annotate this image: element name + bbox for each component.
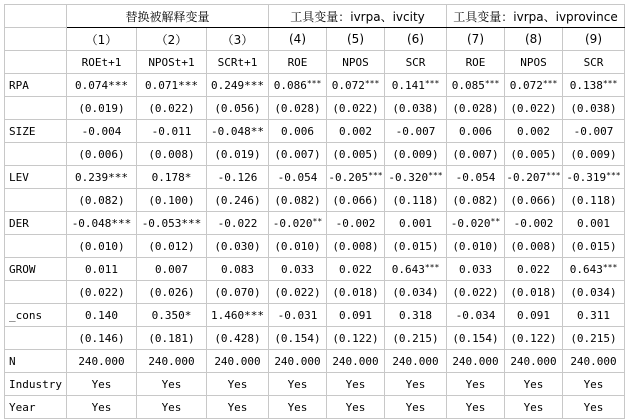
group-header-iv-province: 工具变量：ivrpa、ivprovince	[447, 5, 625, 28]
row-label: Industry	[5, 373, 67, 396]
coef-cell	[269, 166, 327, 189]
footer-cell: Yes	[269, 373, 327, 396]
se-cell: (0.154)	[269, 327, 327, 350]
group-header-replace-dependent: 替换被解释变量	[67, 5, 269, 28]
coef-value: 0.141	[391, 78, 425, 92]
se-cell: (0.018)	[327, 281, 385, 304]
footer-cell: Yes	[505, 396, 563, 419]
coef-cell	[269, 304, 327, 327]
coef-value: -0.007	[573, 124, 614, 138]
footer-row-year	[5, 396, 625, 419]
se-cell: (0.008)	[137, 143, 207, 166]
footer-cell: Yes	[67, 373, 137, 396]
row-label-empty	[5, 143, 67, 166]
se-cell: (0.007)	[269, 143, 327, 166]
row-label-empty	[5, 189, 67, 212]
coef-value: 0.072	[509, 78, 543, 92]
coef-cell	[505, 304, 563, 327]
coef-value: 0.085	[451, 78, 485, 92]
coef-cell	[447, 74, 505, 97]
se-cell: (0.010)	[447, 235, 505, 258]
se-cell: (0.030)	[207, 235, 269, 258]
column-number-1: （1）	[67, 28, 137, 51]
coef-cell	[137, 120, 207, 143]
coef-value: 0.074***	[75, 78, 128, 92]
coef-value: -0.011	[151, 124, 192, 138]
footer-cell: Yes	[327, 396, 385, 419]
se-cell: (0.056)	[207, 97, 269, 120]
column-name-2: NPOSt+1	[137, 51, 207, 74]
coef-cell	[447, 304, 505, 327]
coef-value: 0.006	[280, 124, 315, 138]
coef-value: 1.460***	[211, 308, 264, 322]
coef-cell	[67, 120, 137, 143]
coef-value: -0.126	[217, 170, 258, 184]
coef-value: 0.178*	[151, 170, 192, 184]
se-cell: (0.007)	[447, 143, 505, 166]
coef-value: -0.205	[328, 170, 369, 184]
coef-value: -0.320	[388, 170, 429, 184]
footer-cell: 240.000	[385, 350, 447, 373]
coef-cell	[327, 212, 385, 235]
coef-cell	[385, 120, 447, 143]
coef-cell	[137, 74, 207, 97]
column-name-4: ROE	[269, 51, 327, 74]
coef-cell	[269, 258, 327, 281]
coef-cell	[385, 74, 447, 97]
row-label: RPA	[5, 74, 67, 97]
se-cell: (0.246)	[207, 189, 269, 212]
coef-value: -0.004	[81, 124, 122, 138]
significance-stars: ***	[542, 78, 558, 88]
coef-cell	[563, 74, 625, 97]
coef-value: 0.001	[398, 216, 433, 230]
regression-table	[4, 4, 625, 419]
se-cell: (0.022)	[269, 281, 327, 304]
coef-row-size	[5, 120, 625, 143]
coef-cell	[385, 212, 447, 235]
footer-cell: Yes	[563, 396, 625, 419]
coef-cell	[327, 74, 385, 97]
footer-cell: Yes	[385, 396, 447, 419]
footer-cell: Yes	[207, 373, 269, 396]
coef-cell	[447, 258, 505, 281]
footer-cell: 240.000	[505, 350, 563, 373]
coef-cell	[137, 258, 207, 281]
se-cell: (0.005)	[505, 143, 563, 166]
coef-cell	[207, 120, 269, 143]
footer-cell: Yes	[207, 396, 269, 419]
coef-cell	[67, 212, 137, 235]
row-label-empty	[5, 327, 67, 350]
coef-cell	[207, 258, 269, 281]
coef-value: 0.071***	[145, 78, 198, 92]
coef-value: 0.249***	[211, 78, 264, 92]
column-name-8: NPOS	[505, 51, 563, 74]
coef-row-cons	[5, 304, 625, 327]
row-label-empty	[5, 235, 67, 258]
coef-cell	[505, 74, 563, 97]
se-cell: (0.008)	[327, 235, 385, 258]
coef-value: -0.053***	[141, 216, 202, 230]
se-cell: (0.034)	[385, 281, 447, 304]
coef-row-lev	[5, 166, 625, 189]
footer-cell: Yes	[137, 396, 207, 419]
row-label: DER	[5, 212, 67, 235]
significance-stars: ***	[602, 262, 618, 272]
se-row	[5, 235, 625, 258]
coef-cell	[563, 166, 625, 189]
coef-cell	[327, 304, 385, 327]
se-cell: (0.215)	[563, 327, 625, 350]
se-cell: (0.009)	[385, 143, 447, 166]
coef-value: 0.091	[516, 308, 551, 322]
se-cell: (0.010)	[269, 235, 327, 258]
footer-cell: 240.000	[447, 350, 505, 373]
se-row	[5, 327, 625, 350]
coef-value: 0.001	[576, 216, 611, 230]
significance-stars: **	[312, 216, 323, 226]
se-cell: (0.122)	[505, 327, 563, 350]
se-cell: (0.038)	[563, 97, 625, 120]
footer-cell: Yes	[447, 373, 505, 396]
coef-cell	[447, 212, 505, 235]
coef-value: 0.318	[398, 308, 433, 322]
significance-stars: ***	[484, 78, 500, 88]
coef-row-der	[5, 212, 625, 235]
column-name-1: ROEt+1	[67, 51, 137, 74]
se-cell: (0.010)	[67, 235, 137, 258]
column-name-6: SCR	[385, 51, 447, 74]
coef-cell	[137, 166, 207, 189]
footer-cell: Yes	[385, 373, 447, 396]
coef-value: -0.207	[506, 170, 547, 184]
coef-cell	[385, 258, 447, 281]
coef-value: 0.138	[569, 78, 603, 92]
column-number-8: (8)	[505, 28, 563, 51]
coef-cell	[563, 120, 625, 143]
se-cell: (0.428)	[207, 327, 269, 350]
column-number-4: (4)	[269, 28, 327, 51]
footer-cell: Yes	[447, 396, 505, 419]
coef-value: 0.091	[338, 308, 373, 322]
column-number-3: （3）	[207, 28, 269, 51]
se-cell: (0.012)	[137, 235, 207, 258]
significance-stars: **	[490, 216, 501, 226]
se-cell: (0.146)	[67, 327, 137, 350]
se-row	[5, 281, 625, 304]
column-name-3: SCRt+1	[207, 51, 269, 74]
coef-cell	[269, 120, 327, 143]
coef-value: 0.643	[569, 262, 603, 276]
se-cell: (0.022)	[505, 97, 563, 120]
footer-row-industry	[5, 373, 625, 396]
se-cell: (0.181)	[137, 327, 207, 350]
coef-cell	[327, 258, 385, 281]
se-cell: (0.008)	[505, 235, 563, 258]
se-cell: (0.066)	[505, 189, 563, 212]
se-cell: (0.118)	[563, 189, 625, 212]
coef-value: 0.311	[576, 308, 611, 322]
coef-cell	[563, 212, 625, 235]
footer-cell: Yes	[563, 373, 625, 396]
se-cell: (0.015)	[563, 235, 625, 258]
coef-value: -0.031	[277, 308, 318, 322]
significance-stars: ***	[364, 78, 380, 88]
coef-cell	[327, 166, 385, 189]
footer-cell: Yes	[67, 396, 137, 419]
coef-value: -0.048**	[211, 124, 264, 138]
coef-cell	[207, 212, 269, 235]
row-label: LEV	[5, 166, 67, 189]
column-number-9: (9)	[563, 28, 625, 51]
footer-row-n	[5, 350, 625, 373]
coef-cell	[563, 258, 625, 281]
coef-value: 0.006	[458, 124, 493, 138]
coef-cell	[67, 166, 137, 189]
se-cell: (0.005)	[327, 143, 385, 166]
se-cell: (0.022)	[67, 281, 137, 304]
se-cell: (0.028)	[269, 97, 327, 120]
footer-cell: 240.000	[269, 350, 327, 373]
coef-value: 0.022	[338, 262, 373, 276]
coef-value: -0.020	[272, 216, 313, 230]
row-label: GROW	[5, 258, 67, 281]
column-number-5: (5)	[327, 28, 385, 51]
se-cell: (0.154)	[447, 327, 505, 350]
footer-cell: 240.000	[207, 350, 269, 373]
group-header-row	[5, 5, 625, 28]
se-cell: (0.100)	[137, 189, 207, 212]
se-cell: (0.019)	[67, 97, 137, 120]
se-row	[5, 143, 625, 166]
column-name-5: NPOS	[327, 51, 385, 74]
se-cell: (0.026)	[137, 281, 207, 304]
se-row	[5, 97, 625, 120]
coef-cell	[137, 304, 207, 327]
coef-cell	[447, 166, 505, 189]
coef-cell	[67, 258, 137, 281]
coef-cell	[269, 212, 327, 235]
se-cell: (0.070)	[207, 281, 269, 304]
footer-cell: Yes	[505, 373, 563, 396]
footer-cell: 240.000	[67, 350, 137, 373]
coef-value: 0.083	[220, 262, 255, 276]
coef-cell	[67, 74, 137, 97]
column-number-2: （2）	[137, 28, 207, 51]
coef-value: 0.350*	[151, 308, 192, 322]
column-name-7: ROE	[447, 51, 505, 74]
column-name-9: SCR	[563, 51, 625, 74]
corner-cell	[5, 5, 67, 28]
coef-value: 0.007	[154, 262, 189, 276]
coef-cell	[137, 212, 207, 235]
corner-cell	[5, 51, 67, 74]
column-number-7: (7)	[447, 28, 505, 51]
coef-value: 0.022	[516, 262, 551, 276]
significance-stars: ***	[428, 170, 443, 180]
se-cell: (0.022)	[327, 97, 385, 120]
row-label: _cons	[5, 304, 67, 327]
coef-value: -0.048***	[71, 216, 132, 230]
significance-stars: ***	[424, 262, 440, 272]
footer-cell: 240.000	[137, 350, 207, 373]
coef-value: -0.054	[277, 170, 318, 184]
coef-value: 0.140	[84, 308, 119, 322]
se-cell: (0.009)	[563, 143, 625, 166]
coef-cell	[207, 166, 269, 189]
footer-cell: 240.000	[563, 350, 625, 373]
table-body	[5, 5, 625, 419]
coef-value: -0.007	[395, 124, 436, 138]
se-cell: (0.022)	[447, 281, 505, 304]
footer-cell: 240.000	[327, 350, 385, 373]
significance-stars: ***	[546, 170, 561, 180]
coef-cell	[269, 74, 327, 97]
se-cell: (0.028)	[447, 97, 505, 120]
se-cell: (0.118)	[385, 189, 447, 212]
se-cell: (0.019)	[207, 143, 269, 166]
coef-value: -0.034	[455, 308, 496, 322]
se-cell: (0.122)	[327, 327, 385, 350]
se-cell: (0.215)	[385, 327, 447, 350]
coef-row-grow	[5, 258, 625, 281]
row-label: Year	[5, 396, 67, 419]
coef-value: 0.011	[84, 262, 119, 276]
footer-cell: Yes	[269, 396, 327, 419]
row-label-empty	[5, 97, 67, 120]
coef-cell	[207, 74, 269, 97]
se-cell: (0.082)	[447, 189, 505, 212]
column-name-row	[5, 51, 625, 74]
se-cell: (0.006)	[67, 143, 137, 166]
se-cell: (0.034)	[563, 281, 625, 304]
significance-stars: ***	[602, 78, 618, 88]
row-label: SIZE	[5, 120, 67, 143]
coef-value: -0.002	[335, 216, 376, 230]
se-cell: (0.082)	[269, 189, 327, 212]
significance-stars: ***	[306, 78, 322, 88]
regression-table-container	[4, 4, 625, 419]
coef-cell	[505, 258, 563, 281]
coef-value: -0.319	[566, 170, 607, 184]
coef-cell	[385, 304, 447, 327]
coef-value: 0.033	[280, 262, 315, 276]
se-row	[5, 189, 625, 212]
coef-cell	[505, 120, 563, 143]
coef-value: 0.643	[391, 262, 425, 276]
coef-cell	[67, 304, 137, 327]
coef-row-rpa	[5, 74, 625, 97]
coef-cell	[447, 120, 505, 143]
group-header-iv-city: 工具变量：ivrpa、ivcity	[269, 5, 447, 28]
coef-value: 0.086	[273, 78, 307, 92]
coef-value: 0.239***	[75, 170, 128, 184]
se-cell: (0.022)	[137, 97, 207, 120]
se-cell: (0.082)	[67, 189, 137, 212]
footer-cell: Yes	[327, 373, 385, 396]
se-cell: (0.066)	[327, 189, 385, 212]
significance-stars: ***	[368, 170, 383, 180]
coef-value: -0.022	[217, 216, 258, 230]
coef-value: 0.002	[516, 124, 551, 138]
coef-value: -0.002	[513, 216, 554, 230]
coef-value: 0.072	[331, 78, 365, 92]
se-cell: (0.015)	[385, 235, 447, 258]
row-label-empty	[5, 281, 67, 304]
coef-cell	[385, 166, 447, 189]
coef-cell	[207, 304, 269, 327]
row-label: N	[5, 350, 67, 373]
coef-cell	[327, 120, 385, 143]
significance-stars: ***	[606, 170, 621, 180]
se-cell: (0.038)	[385, 97, 447, 120]
footer-cell: Yes	[137, 373, 207, 396]
se-cell: (0.018)	[505, 281, 563, 304]
coef-value: 0.033	[458, 262, 493, 276]
corner-cell	[5, 28, 67, 51]
coef-cell	[505, 166, 563, 189]
coef-value: -0.020	[450, 216, 491, 230]
coef-value: -0.054	[455, 170, 496, 184]
column-number-6: (6)	[385, 28, 447, 51]
coef-cell	[505, 212, 563, 235]
significance-stars: ***	[424, 78, 440, 88]
coef-cell	[563, 304, 625, 327]
coef-value: 0.002	[338, 124, 373, 138]
column-number-row	[5, 28, 625, 51]
